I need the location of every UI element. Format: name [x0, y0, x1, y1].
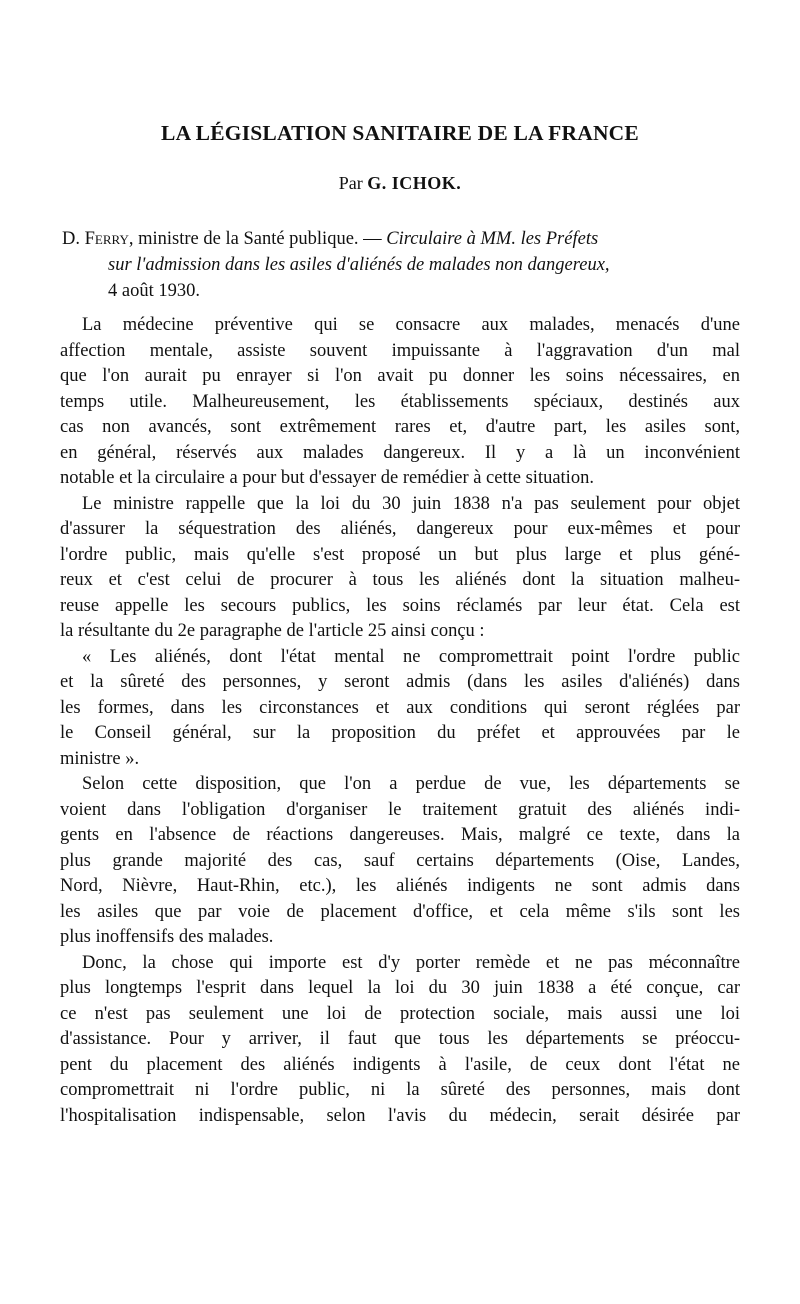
text-line: reux et c'est celui de procurer à tous les aliénés dont la situation malheu- [60, 570, 740, 590]
byline [60, 173, 740, 195]
text-line: La médecine préventive qui se consacre aux malades, menacés d'une [82, 315, 740, 335]
text-line: ce n'est pas seulement une loi de protection sociale, mais aussi une loi [60, 1003, 740, 1024]
reference-line-1 [62, 226, 742, 252]
text-line: « Les aliénés, dont l'état mental ne compromettrait point l'ordre public [82, 646, 740, 667]
text-line: et la sûreté des personnes, y seront admis (dans les asiles d'aliénés) dans [60, 672, 740, 692]
byline-prefix: Par [338, 173, 363, 193]
text-line: la résultante du 2e paragraphe de l'article 25 ainsi conçu : [60, 621, 485, 641]
text-line: d'assistance. Pour y arriver, il faut que tous les départements se préoccu- [60, 1029, 740, 1049]
text-line: cas non avancés, sont extrêmement rares et, d'autre part, les asiles sont, [60, 417, 740, 437]
text-line: Selon cette disposition, que l'on a perdue de vue, les départements se [82, 774, 740, 794]
text-line: Le ministre rappelle que la loi du 30 juin 1838 n'a pas seulement pour objet [82, 493, 740, 514]
text-line: temps utile. Malheureusement, les établissements spéciaux, destinés aux [60, 391, 740, 412]
text-line: compromettrait ni l'ordre public, ni la sûreté des personnes, mais dont [60, 1080, 740, 1100]
text-line: l'hospitalisation indispensable, selon l'avis du médecin, serait désirée par [60, 1105, 740, 1126]
reference-title-part-1: Circulaire à MM. les Préfets [386, 229, 599, 249]
text-line: les formes, dans les circonstances et aux conditions qui seront réglées par [60, 697, 740, 718]
reference-title-part-2: sur l'admission dans les asiles d'aliénés de malades non dangereux, [108, 255, 610, 275]
text-line: plus grande majorité des cas, sauf certains départements (Oise, Landes, [60, 850, 740, 871]
text-line: voient dans l'obligation d'organiser le traitement gratuit des aliénés indi- [60, 799, 740, 820]
text-line: les asiles que par voie de placement d'office, et cela même s'ils sont les [60, 901, 740, 922]
text-line: notable et la circulaire a pour but d'essayer de remédier à cette situation. [60, 468, 594, 488]
reference-author: Ferry, [84, 229, 134, 249]
text-line: affection mentale, assiste souvent impuissante à l'aggravation d'un mal [60, 340, 740, 361]
reference-author-role: ministre de la Santé publique. — [138, 229, 382, 249]
text-line: d'assurer la séquestration des aliénés, dangereux pour eux-mêmes et pour [60, 519, 740, 539]
author-name: G. ICHOK. [367, 173, 462, 193]
circular-reference [62, 226, 742, 304]
quotation-paragraph [60, 645, 740, 773]
text-line: reuse appelle les secours publics, les soins réclamés par leur état. Cela est [60, 595, 740, 616]
text-line: que l'on aurait pu enrayer si l'on avait pu donner les soins nécessaires, en [60, 366, 740, 386]
article-body [60, 313, 740, 1129]
text-line: Donc, la chose qui importe est d'y porter remède et ne pas méconnaître [82, 952, 740, 973]
reference-date: 4 août 1930. [108, 281, 200, 301]
paragraph [60, 313, 740, 492]
text-line: le Conseil général, sur la proposition du préfet et approuvées par le [60, 723, 740, 743]
text-line: l'ordre public, mais qu'elle s'est proposé un but plus large et plus géné- [60, 544, 740, 565]
paragraph [60, 951, 740, 1130]
text-line: pent du placement des aliénés indigents à l'asile, de ceux dont l'état ne [60, 1054, 740, 1075]
text-line: ministre ». [60, 748, 140, 769]
article-title: LA LÉGISLATION SANITAIRE DE LA FRANCE [161, 121, 639, 145]
text-line: Nord, Nièvre, Haut-Rhin, etc.), les aliénés indigents ne sont admis dans [60, 876, 740, 896]
text-line: gents en l'absence de réactions dangereuses. Mais, malgré ce texte, dans la [60, 825, 740, 845]
text-line: plus inoffensifs des malades. [60, 927, 274, 947]
paragraph [60, 772, 740, 951]
paragraph [60, 492, 740, 645]
text-line: plus longtemps l'esprit dans lequel la loi du 30 juin 1838 a été conçue, car [60, 978, 740, 998]
text-line: en général, réservés aux malades dangereux. Il y a là un inconvénient [60, 442, 740, 463]
reference-author-initial: D. [62, 229, 80, 249]
